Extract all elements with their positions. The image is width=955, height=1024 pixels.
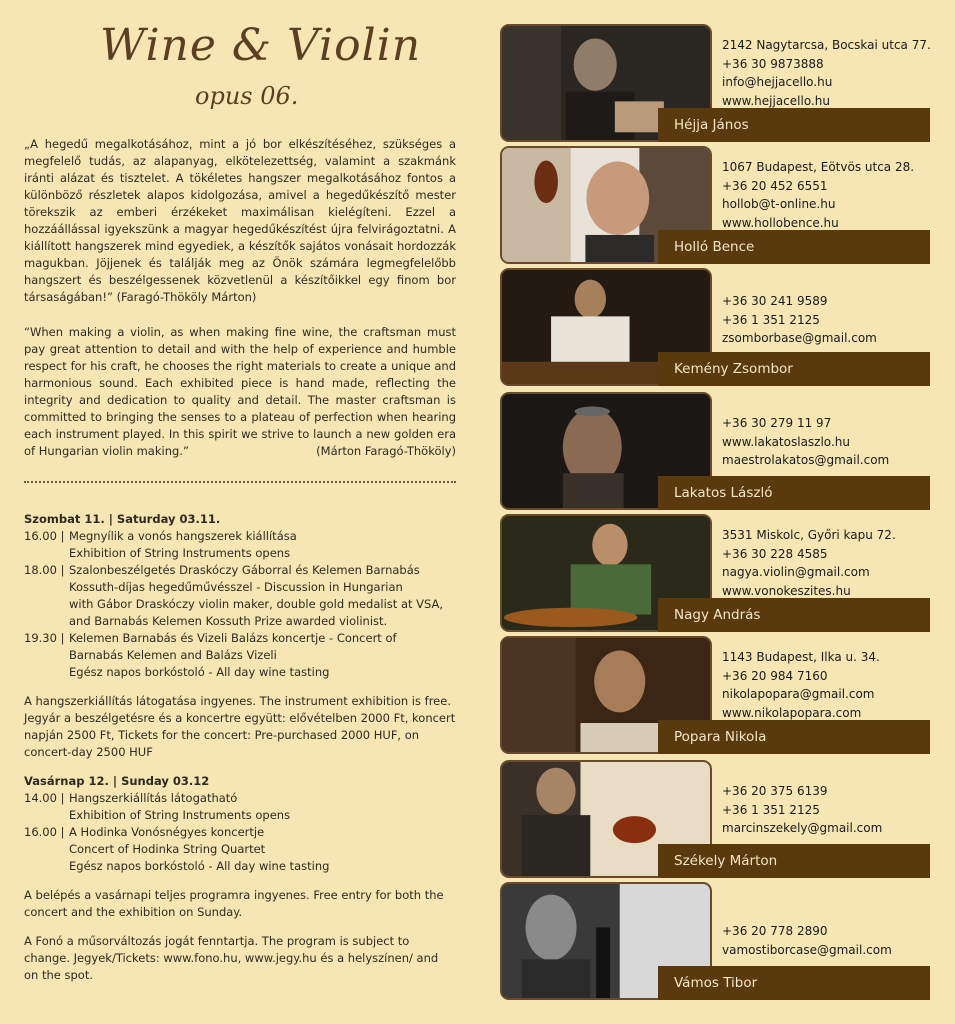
maker-name: Holló Bence bbox=[658, 230, 930, 264]
contact-line: www.hejjacello.hu bbox=[722, 93, 830, 108]
maker-contact bbox=[722, 648, 880, 722]
contact-line: +36 1 351 2125 bbox=[722, 312, 820, 327]
contact-line: marcinszekely@gmail.com bbox=[722, 821, 883, 835]
event-text: Szalonbeszélgetés Draskóczy Gáborral és Kelemen Barnabás Kossuth-díjas hegedűművésszel - Discussion in Hungarian with Gábor Draskóczy violin maker, double gold medalist at VSA, and Barnabás Kelemen Kossuth Prize awarded violinist. bbox=[69, 563, 444, 628]
contact-line: www.vonokeszites.hu bbox=[722, 583, 851, 598]
contact-line: zsomborbase@gmail.com bbox=[722, 331, 877, 345]
maker-contact bbox=[722, 158, 914, 232]
day2-heading: Vasárnap 12. | Sunday 03.12 bbox=[24, 774, 210, 788]
event-time: 14.00 | bbox=[24, 791, 65, 805]
contact-line: +36 20 452 6551 bbox=[722, 178, 828, 193]
maker-name: Vámos Tibor bbox=[658, 966, 930, 1000]
contact-line: 1143 Budapest, Ilka u. 34. bbox=[722, 650, 880, 664]
maker-contact bbox=[722, 414, 889, 470]
page-subtitle: opus 06. bbox=[195, 82, 299, 110]
maker-name: Kemény Zsombor bbox=[658, 352, 930, 386]
contact-line: nagya.violin@gmail.com bbox=[722, 565, 870, 579]
quote-english-signature: (Márton Faragó-Thököly) bbox=[316, 444, 456, 458]
contact-line: +36 20 984 7160 bbox=[722, 668, 828, 683]
contact-line: 1067 Budapest, Eötvös utca 28. bbox=[722, 160, 915, 174]
maker-contact bbox=[722, 36, 931, 110]
contact-line: +36 30 241 9589 bbox=[722, 294, 828, 308]
event-text: Megnyílik a vonós hangszerek kiállítása Exhibition of String Instruments opens bbox=[69, 529, 297, 560]
maker-contact bbox=[722, 526, 896, 600]
day1-event bbox=[24, 630, 456, 681]
maker-card bbox=[500, 636, 930, 754]
day2-note: A belépés a vasárnapi teljes programra ingyenes. Free entry for both the concert and the exhibition on Sunday. bbox=[24, 888, 444, 919]
maker-contact bbox=[722, 292, 877, 348]
maker-name: Héjja János bbox=[658, 108, 930, 142]
day1-event bbox=[24, 528, 456, 562]
maker-card bbox=[500, 268, 930, 386]
contact-line: vamostiborcase@gmail.com bbox=[722, 942, 892, 957]
contact-line: hollob@t-online.hu bbox=[722, 197, 836, 211]
contact-line: www.nikolapopara.com bbox=[722, 705, 862, 720]
contact-line: www.lakatoslaszlo.hu bbox=[722, 434, 850, 449]
event-text: Hangszerkiállítás látogatható Exhibition of String Instruments opens bbox=[69, 791, 291, 822]
maker-name: Nagy András bbox=[658, 598, 930, 632]
contact-line: +36 30 279 11 97 bbox=[722, 416, 832, 430]
day1-note: A hangszerkiállítás látogatása ingyenes. The instrument exhibition is free. Jegyár a beszélgetésre és a koncertre együtt: elővételben 2000 Ft, koncert napján 2500 Ft, Tickets for the concert: Pre-purchased 2000 HUF, on concert-day 2500 HUF bbox=[24, 694, 456, 759]
contact-line: 3531 Miskolc, Győri kapu 72. bbox=[722, 528, 896, 542]
contact-line: +36 30 9873888 bbox=[722, 56, 824, 71]
day1-event bbox=[24, 562, 456, 630]
maker-card bbox=[500, 392, 930, 510]
event-text: A Hodinka Vonósnégyes koncertje Concert of Hodinka String Quartet Egész napos borkóstoló - All day wine tasting bbox=[69, 825, 330, 873]
contact-line: +36 20 778 2890 bbox=[722, 924, 828, 938]
event-text: Kelemen Barnabás és Vizeli Balázs koncertje - Concert of Barnabás Kelemen and Balázs Vizeli Egész napos borkóstoló - All day wine tasting bbox=[69, 631, 397, 679]
contact-line: nikolapopara@gmail.com bbox=[722, 687, 875, 701]
event-time: 18.00 | bbox=[24, 563, 65, 577]
maker-name: Lakatos László bbox=[658, 476, 930, 510]
event-time: 16.00 | bbox=[24, 529, 65, 543]
event-time: 16.00 | bbox=[24, 825, 65, 839]
maker-contact bbox=[722, 782, 882, 838]
quote-english-block bbox=[24, 324, 456, 460]
maker-name: Székely Márton bbox=[658, 844, 930, 878]
maker-contact bbox=[722, 922, 892, 959]
maker-card bbox=[500, 514, 930, 632]
day2-event bbox=[24, 824, 456, 875]
day2-event bbox=[24, 790, 456, 824]
quote-english: “When making a violin, as when making fine wine, the craftsman must pay great attention to detail and with the help of experience and humble respect for his craft, he chooses the right materials to create a unique and harmonious sound. Each exhibited piece is hand made, reflecting the integrity and dedication to quality and detail. The master craftsman is committed to bringing the senses to a plateau of perfection when hearing each instrument played. In this spirit we strive to launch a new golden era of Hungarian violin making.” bbox=[24, 325, 456, 458]
maker-card bbox=[500, 882, 930, 1000]
contact-line: +36 30 228 4585 bbox=[722, 546, 828, 561]
maker-card bbox=[500, 146, 930, 264]
maker-name: Popara Nikola bbox=[658, 720, 930, 754]
page-title: Wine & Violin bbox=[100, 20, 422, 71]
contact-line: 2142 Nagytarcsa, Bocskai utca 77. bbox=[722, 38, 931, 52]
contact-line: info@hejjacello.hu bbox=[722, 75, 833, 89]
contact-line: +36 20 375 6139 bbox=[722, 784, 828, 798]
contact-line: maestrolakatos@gmail.com bbox=[722, 453, 890, 467]
day1-heading: Szombat 11. | Saturday 03.11. bbox=[24, 512, 221, 526]
dotted-divider bbox=[24, 481, 456, 483]
maker-card bbox=[500, 760, 930, 878]
contact-line: www.hollobence.hu bbox=[722, 215, 839, 230]
schedule bbox=[24, 511, 456, 984]
quote-hungarian: „A hegedű megalkotásához, mint a jó bor elkészítéséhez, szükséges a megfelelő tudás, az alapanyag, elkötelezettség, valamint a szakmánk iránti alázat és tisztelet. A tökéletes hangszer megalkotásához fontos a különböző részletek alapos kidolgozása, amivel a hegedűkészítő mester törekszik az emberi érzékeket maximálisan kielégíteni. Ezzel a hozzáállással igyekszünk a magyar hegedűkészítést újra felvirágoztatni. A kiállított hangszerek mind egyediek, a készítők sajátos vonásait hordozzák magukban. Jöjjenek és találják meg az Önök számára legmegfelelőbb hangszert és beszélgessenek közvetlenül a készítőikkel egy finom bor társaságában!” (Faragó-Thököly Márton) bbox=[24, 137, 456, 304]
footer-note: A Fonó a műsorváltozás jogát fenntartja. The program is subject to change. Jegyek/Tickets: www.fono.hu, www.jegy.hu és a helyszínen/ and on the spot. bbox=[24, 934, 439, 982]
event-time: 19.30 | bbox=[24, 631, 65, 645]
contact-line: +36 1 351 2125 bbox=[722, 802, 820, 817]
maker-card bbox=[500, 24, 930, 142]
